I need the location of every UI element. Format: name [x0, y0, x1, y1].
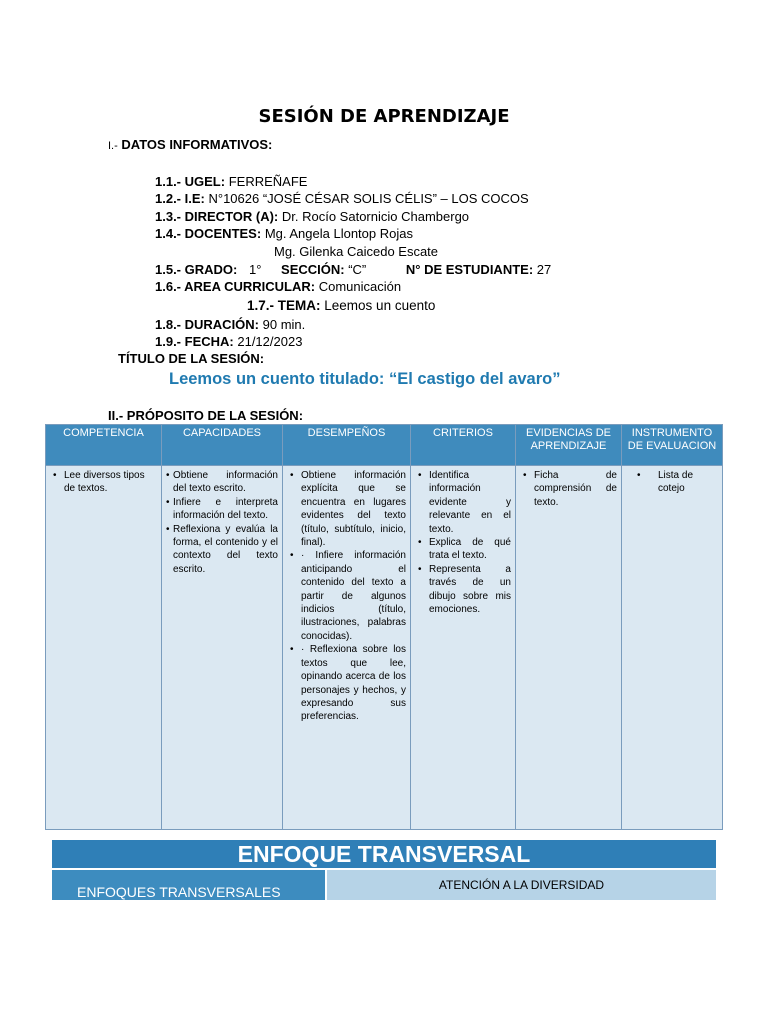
info-value: 27: [536, 262, 552, 277]
enfoques-transversales-label: ENFOQUES TRANSVERSALES: [52, 870, 325, 900]
atencion-diversidad-value: ATENCIÓN A LA DIVERSIDAD: [327, 870, 716, 900]
info-label: 1.4.- DOCENTES:: [155, 226, 262, 241]
info-value: Leemos un cuento: [324, 298, 436, 313]
header-capacidades: CAPACIDADES: [162, 425, 283, 466]
list-item: • Representa a través de un dibujo sobre mis emociones.: [415, 563, 511, 617]
info-label: 1.6.- AREA CURRICULAR:: [155, 279, 316, 294]
list-item: • Obtiene información del texto escrito.: [166, 469, 278, 496]
section-proposito: II.- PRÓPOSITO DE LA SESIÓN:: [108, 408, 304, 423]
info-value: 90 min.: [262, 317, 306, 332]
info-area: [155, 278, 401, 295]
titulo-sesion-label: TÍTULO DE LA SESIÓN:: [118, 351, 265, 366]
info-label: SECCIÓN:: [281, 262, 345, 277]
info-label: 1.5.- GRADO:: [155, 262, 238, 277]
cell-desempenos: [283, 466, 411, 830]
titulo-sesion: Leemos un cuento titulado: “El castigo del avaro”: [169, 370, 561, 388]
info-ie: [155, 190, 529, 207]
info-docentes-2: [274, 243, 438, 260]
info-value: Dr. Rocío Satornicio Chambergo: [281, 209, 470, 224]
info-label: 1.9.- FECHA:: [155, 334, 234, 349]
list-item: • · Reflexiona sobre los textos que lee, opinando acerca de los personajes y hechos, y expresando sus preferencias.: [287, 643, 406, 723]
header-competencia: COMPETENCIA: [46, 425, 162, 466]
cell-criterios: [411, 466, 516, 830]
list-item: • Obtiene información explícita que se encuentra en lugares evidentes del texto (título, subtítulo, inicio, final).: [287, 469, 406, 549]
cell-instrumento: [622, 466, 723, 830]
info-tema: [247, 297, 435, 314]
list-item: • Explica de qué trata el texto.: [415, 536, 511, 563]
info-label: 1.3.- DIRECTOR (A):: [155, 209, 279, 224]
cell-evidencias: [516, 466, 622, 830]
info-value: Mg. Angela Llontop Rojas: [264, 226, 413, 241]
section-datos-informativos: [108, 137, 272, 152]
info-grado: [155, 261, 551, 278]
info-value: Comunicación: [318, 279, 402, 294]
header-instrumento: INSTRUMENTO DE EVALUACION: [622, 425, 723, 466]
header-evidencias: EVIDENCIAS DE APRENDIZAJE: [516, 425, 622, 466]
section-number: I.-: [108, 140, 118, 152]
info-label: 1.8.- DURACIÓN:: [155, 317, 260, 332]
proposito-table: [45, 424, 723, 830]
info-value: 21/12/2023: [237, 334, 303, 349]
info-label: N° DE ESTUDIANTE:: [405, 262, 534, 277]
info-value: Mg. Gilenka Caicedo Escate: [274, 244, 439, 259]
list-item: • Infiere e interpreta información del texto.: [166, 496, 278, 523]
table-row: [46, 466, 723, 830]
info-director: [155, 208, 469, 225]
info-value: FERREÑAFE: [228, 174, 308, 189]
info-value: “C”: [348, 262, 367, 277]
header-desempenos: DESEMPEÑOS: [283, 425, 411, 466]
info-fecha: [155, 333, 302, 350]
info-value: 1°: [248, 262, 262, 277]
table-header-row: [46, 425, 723, 466]
enfoque-transversal-heading: ENFOQUE TRANSVERSAL: [52, 840, 716, 868]
info-label: 1.7.- TEMA:: [247, 298, 321, 313]
info-ugel: [155, 173, 307, 190]
list-item: • Lista de cotejo: [634, 469, 718, 496]
list-item: • Identifica información evidente y relevante en el texto.: [415, 469, 511, 536]
info-docentes: [155, 225, 413, 242]
list-item: • Reflexiona y evalúa la forma, el contenido y el contexto del texto escrito.: [166, 523, 278, 577]
list-item: • Ficha de comprensión de texto.: [520, 469, 617, 509]
info-value: N°10626 “JOSÉ CÉSAR SOLIS CÉLIS” – LOS COCOS: [208, 191, 529, 206]
cell-competencia: [46, 466, 162, 830]
info-label: 1.1.- UGEL:: [155, 174, 226, 189]
info-duracion: [155, 316, 305, 333]
cell-capacidades: [162, 466, 283, 830]
info-label: 1.2.- I.E:: [155, 191, 205, 206]
header-criterios: CRITERIOS: [411, 425, 516, 466]
page-title: SESIÓN DE APRENDIZAJE: [258, 106, 510, 127]
list-item: • · Infiere información anticipando el contenido del texto a partir de algunos indicios (título, ilustraciones, palabras conocidas).: [287, 549, 406, 643]
section-label: DATOS INFORMATIVOS:: [121, 137, 273, 152]
list-item: • Lee diversos tipos de textos.: [50, 469, 157, 496]
